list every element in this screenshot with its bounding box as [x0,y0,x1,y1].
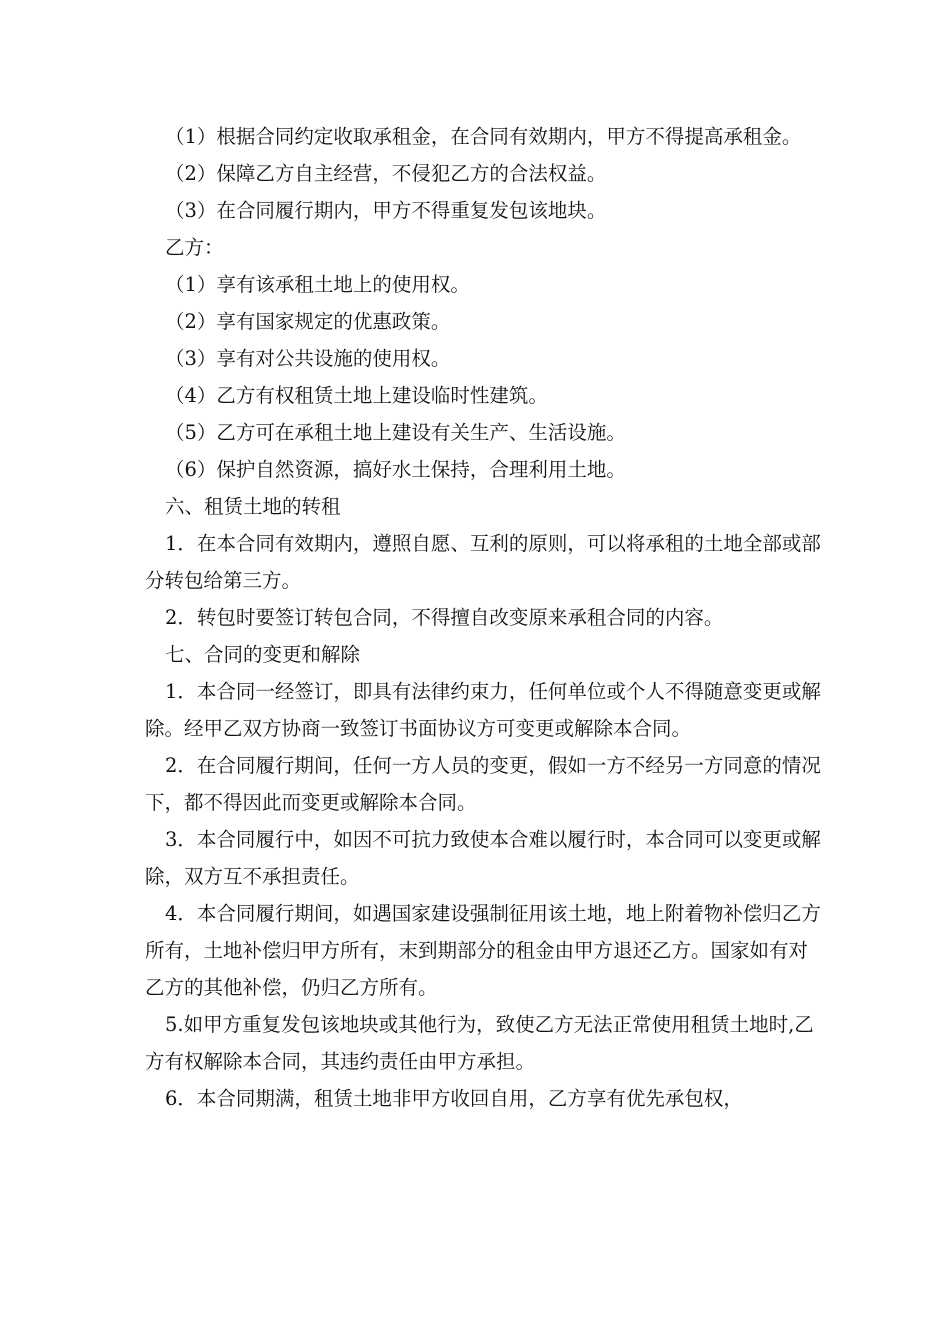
document-body [145,118,825,1117]
paragraph-19: 5.如甲方重复发包该地块或其他行为，致使乙方无法正常使用租赁土地时,乙方有权解除本合同，其违约责任由甲方承担。 [145,1013,814,1073]
party-b-heading: 乙方： [165,236,224,259]
paragraph-9: （5）乙方可在承租土地上建设有关生产、生活设施。 [165,421,626,444]
section-heading-6: 六、租赁土地的转租 [165,495,341,518]
section-heading-7: 七、合同的变更和解除 [165,643,361,666]
paragraph-10: （6）保护自然资源，搞好水土保持，合理利用土地。 [165,458,626,481]
paragraph-7: （3）享有对公共设施的使用权。 [165,347,451,370]
paragraph-6: （2）享有国家规定的优惠政策。 [165,310,451,333]
paragraph-1: （1）根据合同约定收取承租金，在合同有效期内，甲方不得提高承租金。 [165,125,802,148]
paragraph-20: 6．本合同期满，租赁土地非甲方收回自用，乙方享有优先承包权， [165,1087,743,1110]
paragraph-8: （4）乙方有权租赁土地上建设临时性建筑。 [165,384,548,407]
paragraph-18: 4．本合同履行期间，如遇国家建设强制征用该土地，地上附着物补偿归乙方所有，土地补偿归甲方所有，末到期部分的租金由甲方退还乙方。国家如有对乙方的其他补偿，仍归乙方所有。 [145,902,821,999]
paragraph-5: （1）享有该承租土地上的使用权。 [165,273,470,296]
paragraph-17: 3．本合同履行中，如因不可抗力致使本合难以履行时，本合同可以变更或解除，双方互不承担责任。 [145,828,821,888]
paragraph-3: （3）在合同履行期内，甲方不得重复发包该地块。 [165,199,607,222]
paragraph-16: 2．在合同履行期间，任何一方人员的变更，假如一方不经另一方同意的情况下，都不得因此而变更或解除本合同。 [145,754,821,814]
paragraph-13: 2．转包时要签订转包合同，不得擅自改变原来承租合同的内容。 [165,606,724,629]
paragraph-15: 1．本合同一经签订，即具有法律约束力，任何单位或个人不得随意变更或解除。经甲乙双方协商一致签订书面协议方可变更或解除本合同。 [145,680,821,740]
paragraph-2: （2）保障乙方自主经营，不侵犯乙方的合法权益。 [165,162,607,185]
paragraph-12: 1．在本合同有效期内，遵照自愿、互利的原则，可以将承租的土地全部或部分转包给第三方。 [145,532,821,592]
